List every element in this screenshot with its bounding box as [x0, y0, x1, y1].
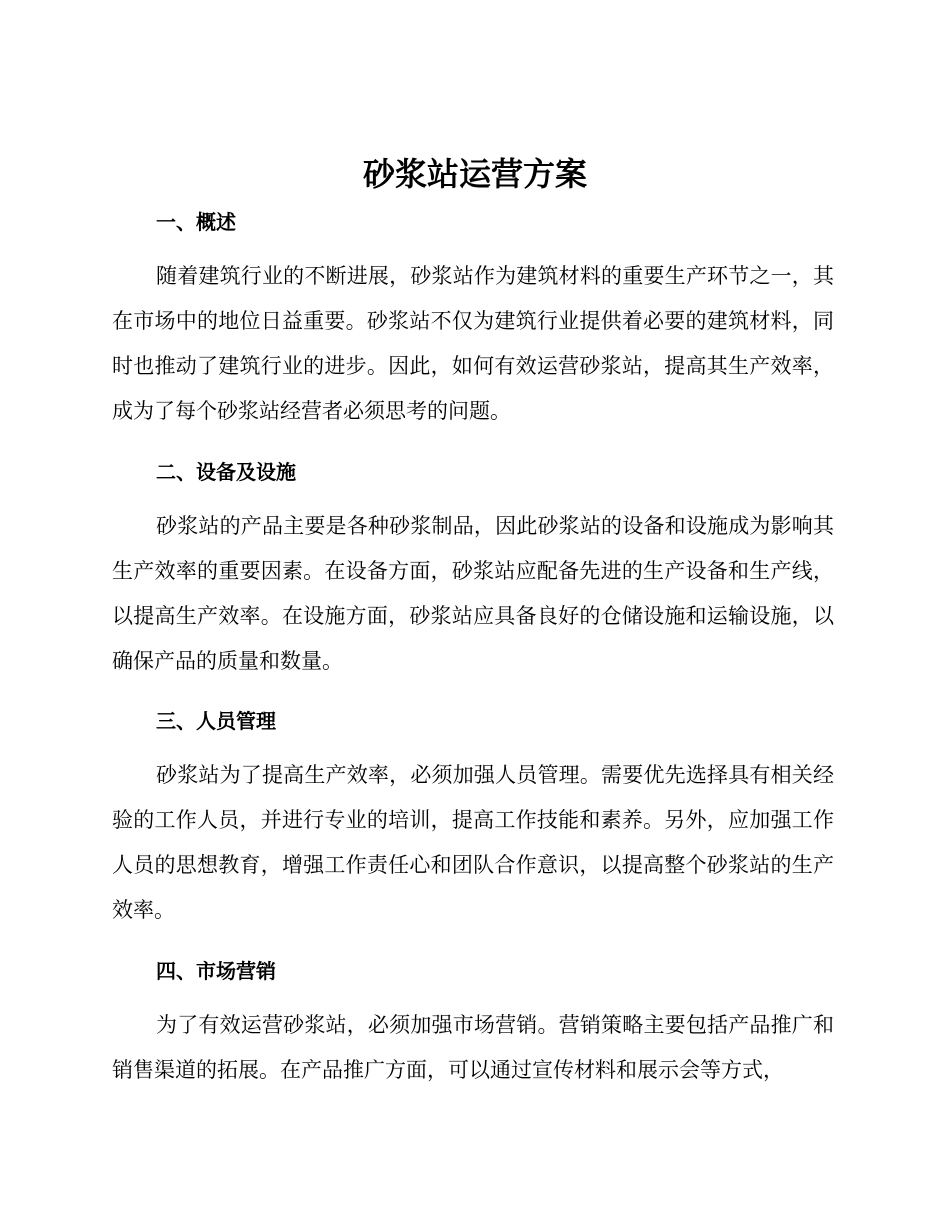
section-paragraph: 为了有效运营砂浆站，必须加强市场营销。营销策略主要包括产品推广和销售渠道的拓展。在产品推广方面，可以通过宣传材料和展示会等方式，: [112, 1013, 834, 1082]
section-overview: [112, 208, 834, 434]
section-heading: 二、设备及设施: [156, 460, 296, 484]
section-paragraph: 随着建筑行业的不断进展，砂浆站作为建筑材料的重要生产环节之一，其在市场中的地位日益重要。砂浆站不仅为建筑行业提供着必要的建筑材料，同时也推动了建筑行业的进步。因此，如何有效运营砂浆站，提高其生产效率，成为了每个砂浆站经营者必须思考的问题。: [112, 264, 834, 423]
section-marketing: [112, 957, 834, 1093]
section-paragraph: 砂浆站为了提高生产效率，必须加强人员管理。需要优先选择具有相关经验的工作人员，并进行专业的培训，提高工作技能和素养。另外，应加强工作人员的思想教育，增强工作责任心和团队合作意识，以提高整个砂浆站的生产效率。: [112, 763, 834, 922]
section-heading: 一、概述: [156, 210, 236, 234]
section-personnel: [112, 707, 834, 933]
section-heading: 三、人员管理: [156, 709, 276, 733]
document-title: 砂浆站运营方案: [362, 155, 587, 193]
section-paragraph: 砂浆站的产品主要是各种砂浆制品，因此砂浆站的设备和设施成为影响其生产效率的重要因素。在设备方面，砂浆站应配备先进的生产设备和生产线，以提高生产效率。在设施方面，砂浆站应具备良好的仓储设施和运输设施，以确保产品的质量和数量。: [112, 514, 834, 673]
section-equipment: [112, 458, 834, 684]
section-heading: 四、市场营销: [156, 959, 276, 983]
